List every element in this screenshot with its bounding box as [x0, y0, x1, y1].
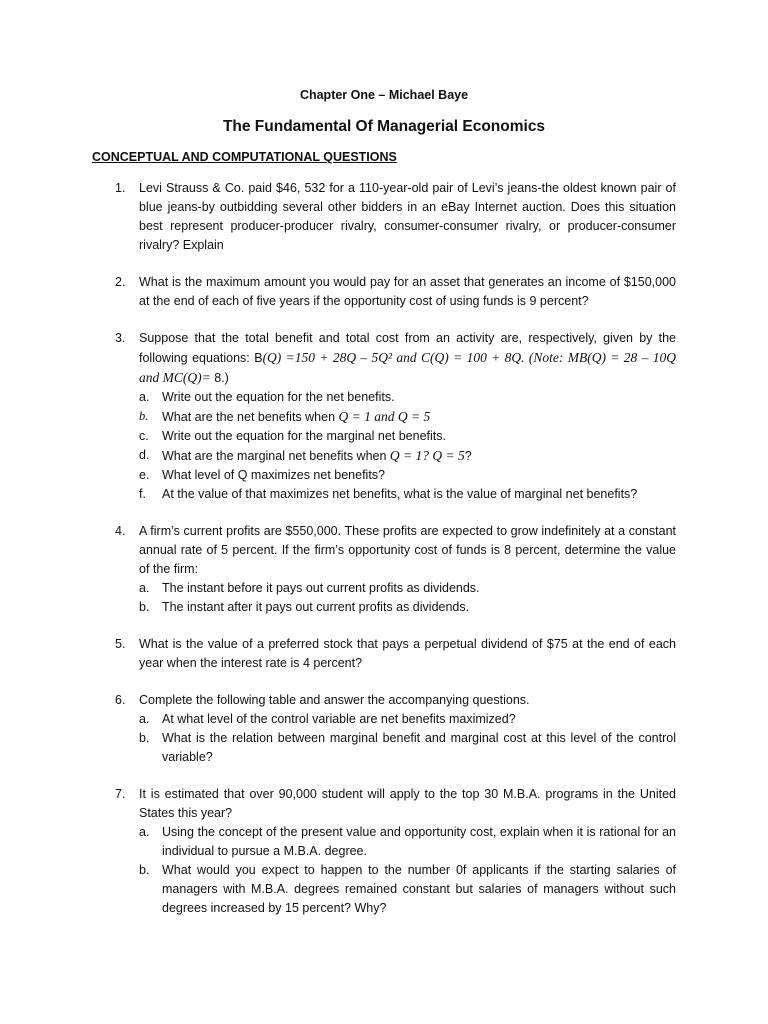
subquestion-text: What is the relation between marginal benefit and marginal cost at this level of the control variable? [162, 731, 676, 764]
question-item [92, 785, 676, 918]
question-text [139, 329, 676, 388]
question-number: 7. [115, 787, 126, 801]
question-number: 1. [115, 181, 126, 195]
subquestion-list [139, 579, 676, 617]
question-text: Levi Strauss & Co. paid $46, 532 for a 110-year-old pair of Levi’s jeans-the oldest known pair of blue jeans-by outbidding several other bidders in an eBay Internet auction. Does this situation best represent producer-producer rivalry, consumer-consumer rivalry, or producer-consumer rivalry? Explain [139, 181, 676, 252]
subquestion-label: a. [139, 581, 150, 595]
question-number: 5. [115, 637, 126, 651]
subquestion-item [139, 729, 676, 767]
question-number: 6. [115, 693, 126, 707]
subquestion-tail: ? [464, 449, 472, 463]
subquestion-text: What are the marginal net benefits when [162, 449, 390, 463]
question-item [92, 691, 676, 767]
question-text: What is the value of a preferred stock that pays a perpetual dividend of $75 at the end of each year when the interest rate is 4 percent? [139, 637, 676, 670]
question-text: Complete the following table and answer the accompanying questions. [139, 693, 530, 707]
subquestion-label: c. [139, 429, 149, 443]
subquestion-item [139, 388, 676, 407]
subquestion-item [139, 823, 676, 861]
subquestion-item [139, 710, 676, 729]
subquestion-text: Write out the equation for the marginal net benefits. [162, 429, 446, 443]
subquestion-list [139, 823, 676, 918]
subquestion-item [139, 427, 676, 446]
subquestion-item [139, 485, 676, 504]
subquestion-label: b. [139, 600, 150, 614]
subquestion-label: a. [139, 712, 150, 726]
question-number: 2. [115, 275, 126, 289]
subquestion-text: Write out the equation for the net benefits. [162, 390, 395, 404]
subquestion-label: b. [139, 863, 150, 877]
equation: (Q) =150 + 28Q – 5Q² and C(Q) = 100 + 8Q. (Note: MB(Q) = 28 – 10Q and MC(Q)= [139, 350, 676, 385]
question-item [92, 273, 676, 311]
subquestion-label: e. [139, 468, 150, 482]
section-heading: CONCEPTUAL AND COMPUTATIONAL QUESTIONS [92, 150, 397, 164]
question-item [92, 179, 676, 255]
subquestion-item [139, 407, 676, 427]
subquestion-text: What are the net benefits when [162, 410, 339, 424]
subquestion-label: a. [139, 825, 150, 839]
subquestion-text: What level of Q maximizes net benefits? [162, 468, 386, 482]
subquestion-label: a. [139, 390, 150, 404]
subquestion-text: Using the concept of the present value and opportunity cost, explain when it is rational for an individual to pursue a M.B.A. degree. [162, 825, 676, 858]
subquestion-label: b. [139, 409, 149, 423]
question-item [92, 635, 676, 673]
question-text: What is the maximum amount you would pay for an asset that generates an income of $150,000 at the end of each of five years if the opportunity cost of using funds is 9 percent? [139, 275, 676, 308]
subquestion-item [139, 579, 676, 598]
subquestion-text: The instant before it pays out current profits as dividends. [162, 581, 480, 595]
question-list [92, 179, 676, 918]
question-text-intro: Suppose that the total benefit and total cost from an activity are, respectively, given by the following equations: B [139, 331, 676, 365]
subquestion-list [139, 388, 676, 504]
chapter-heading: Chapter One – Michael Baye [299, 88, 469, 102]
subquestion-item [139, 598, 676, 617]
document-title: The Fundamental Of Managerial Economics [222, 118, 546, 135]
subquestion-text: At what level of the control variable are net benefits maximized? [162, 712, 516, 726]
subquestion-item [139, 861, 676, 918]
equation: Q = 1 and Q = 5 [338, 409, 431, 424]
subquestion-list [139, 710, 676, 767]
subquestion-item [139, 466, 676, 485]
subquestion-label: d. [139, 448, 150, 462]
question-number: 4. [115, 524, 126, 538]
subquestion-text: What would you expect to happen to the number 0f applicants if the starting salaries of managers with M.B.A. degrees remained constant but salaries of managers without such degrees increased by 15 percent? Why? [162, 863, 676, 915]
question-item [92, 522, 676, 617]
subquestion-text: The instant after it pays out current profits as dividends. [162, 600, 470, 614]
question-text: It is estimated that over 90,000 student will apply to the top 30 M.B.A. programs in the United States this year? [139, 787, 676, 820]
subquestion-label: b. [139, 731, 150, 745]
question-item [92, 329, 676, 504]
equation: Q = 1? Q = 5 [389, 448, 465, 463]
subquestion-text: At the value of that maximizes net benefits, what is the value of marginal net benefits? [162, 487, 638, 501]
question-text: A firm’s current profits are $550,000. These profits are expected to grow indefinitely at a constant annual rate of 5 percent. If the firm’s opportunity cost of funds is 8 percent, determine the value of the firm: [139, 524, 676, 576]
subquestion-item [139, 446, 676, 466]
question-number: 3. [115, 331, 126, 345]
subquestion-label: f. [139, 487, 146, 501]
question-text-end: 8.) [210, 371, 229, 385]
